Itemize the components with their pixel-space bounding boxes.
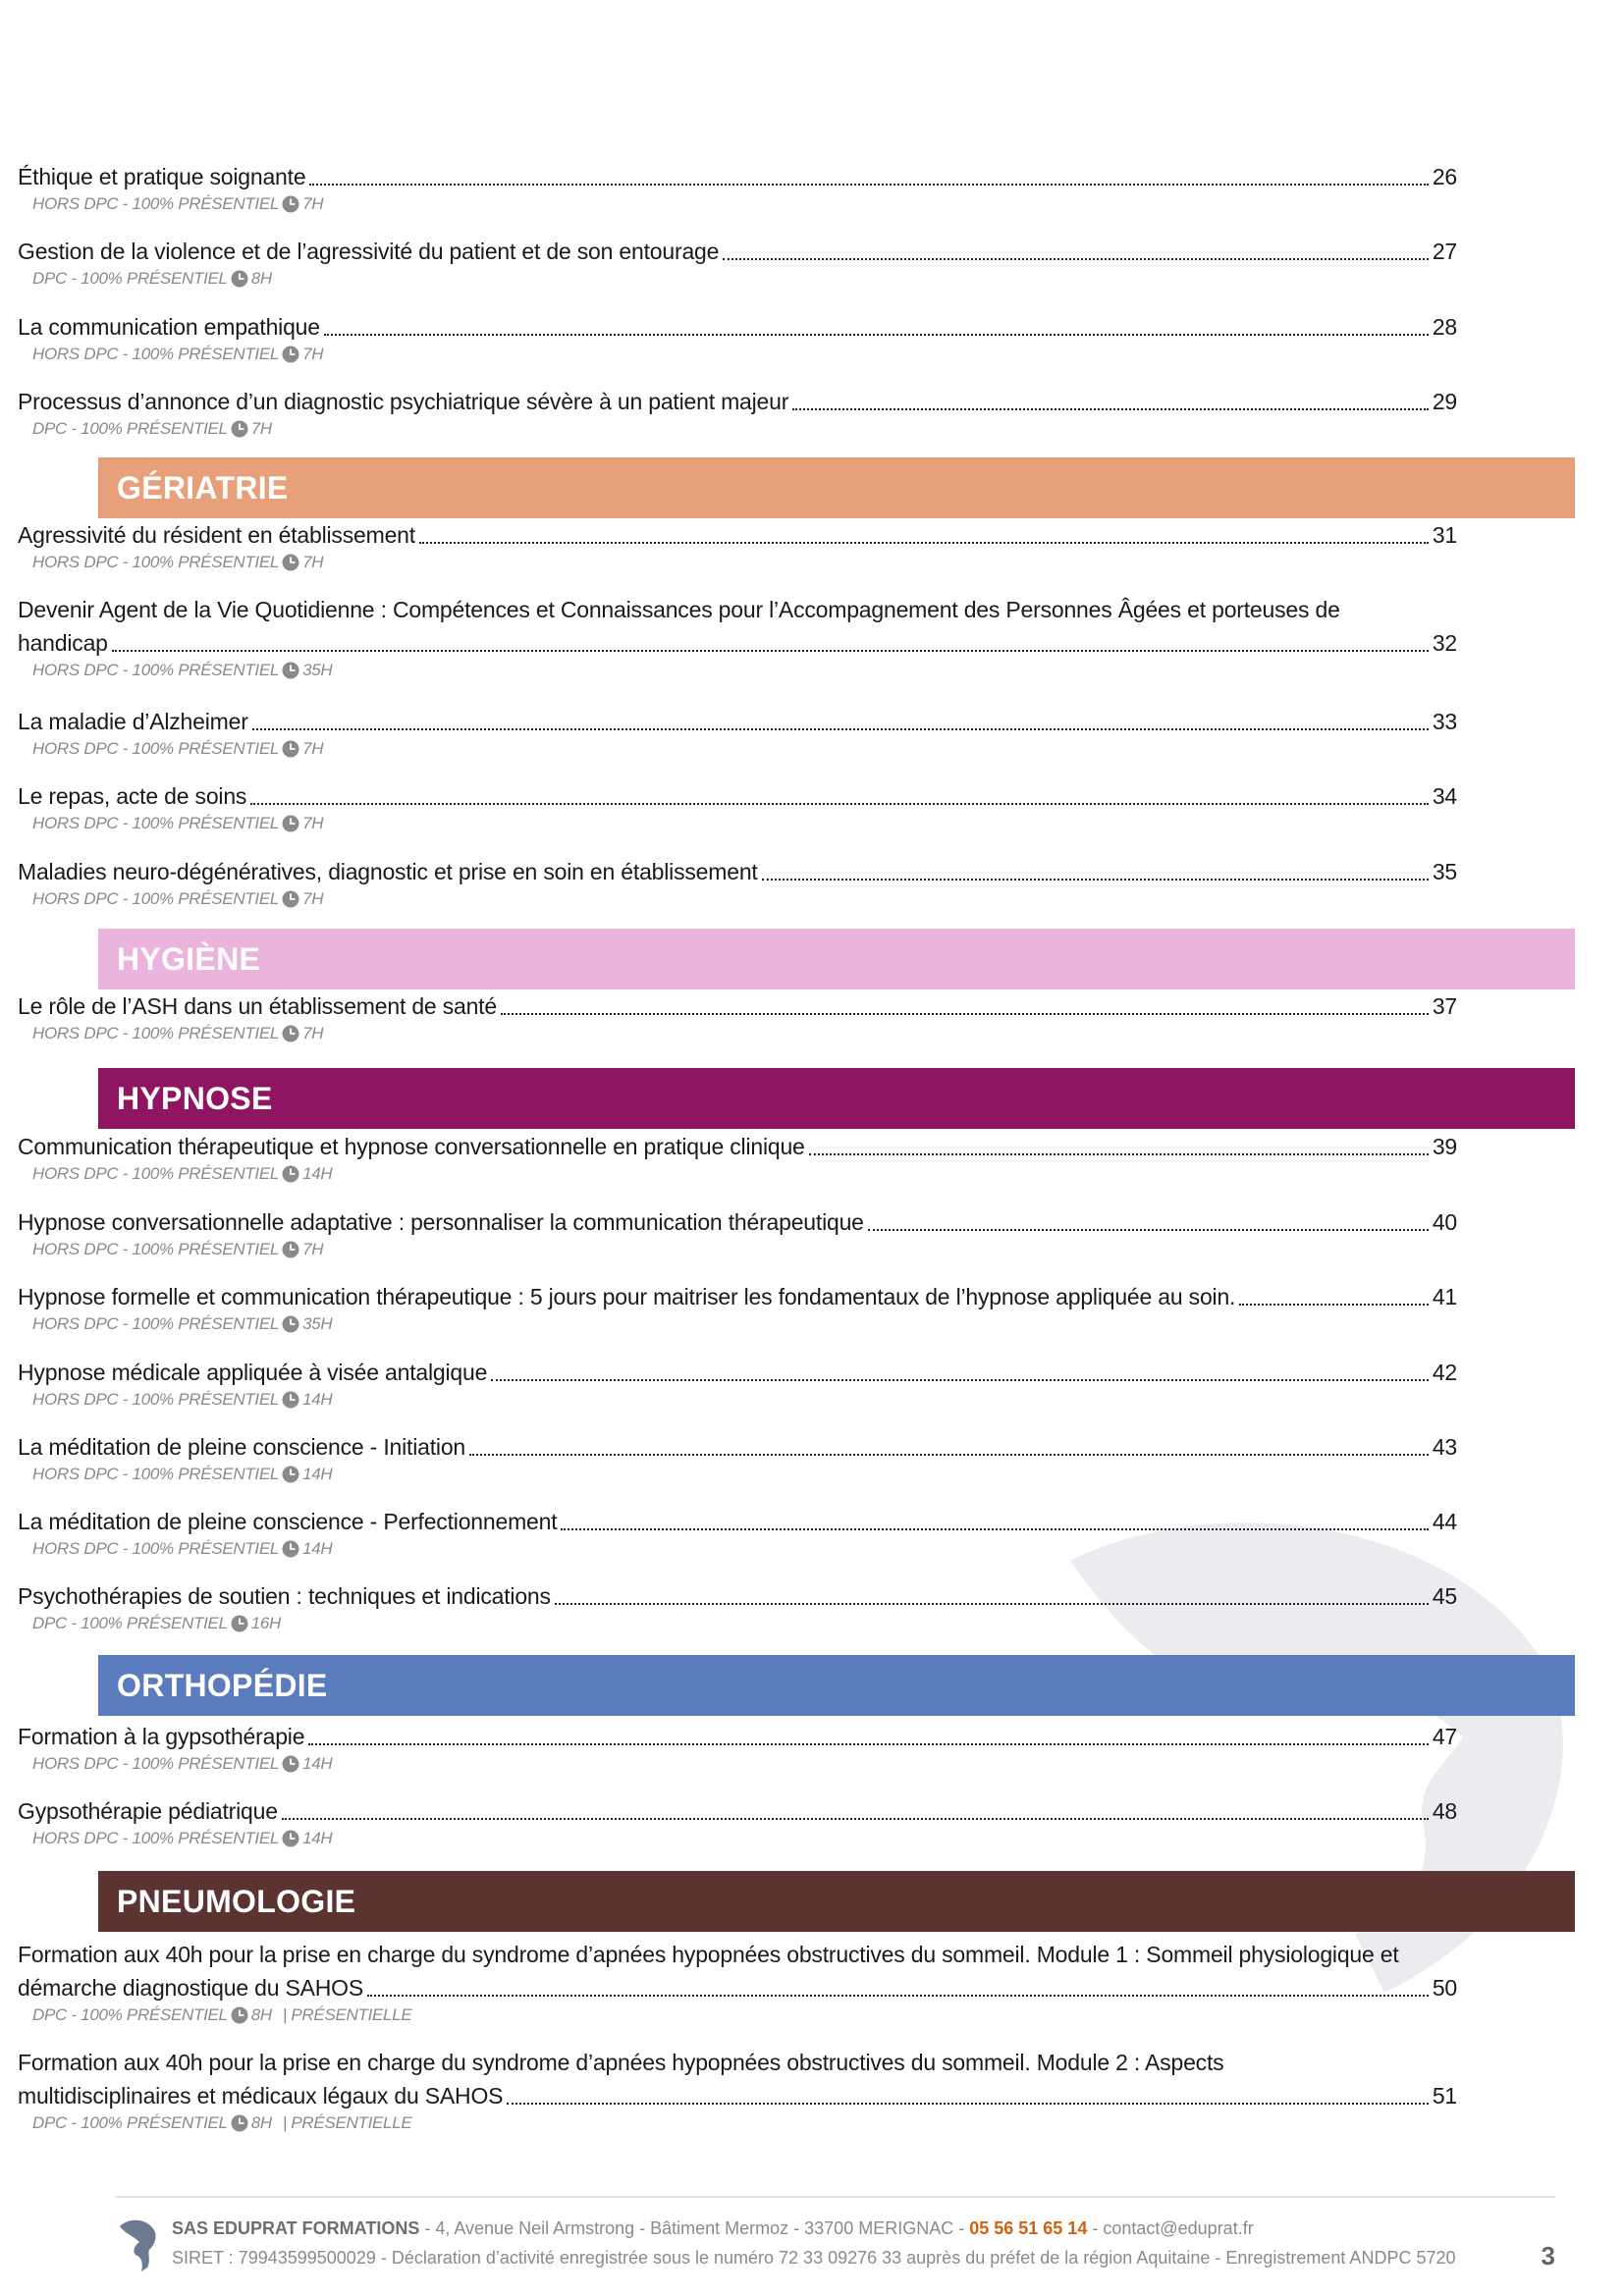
- toc-entry-title: Éthique et pratique soignante: [18, 164, 306, 189]
- toc-entry[interactable]: [18, 1280, 1457, 1335]
- toc-entry-title: Processus d’annonce d’un diagnostic psychiatrique sévère à un patient majeur: [18, 389, 789, 414]
- toc-entry[interactable]: [18, 1938, 1457, 2026]
- meta-format: HORS DPC - 100% PRÉSENTIEL: [32, 194, 280, 213]
- meta-format: HORS DPC - 100% PRÉSENTIEL: [32, 1240, 280, 1258]
- toc-entry-meta: [32, 1613, 1457, 1634]
- toc-entry-line: [18, 235, 1457, 268]
- toc-entry-meta: [32, 418, 1457, 440]
- meta-duration: 7H: [302, 889, 324, 908]
- meta-format: HORS DPC - 100% PRÉSENTIEL: [32, 1539, 280, 1558]
- toc-entry-line: [18, 705, 1457, 738]
- clock-icon: [282, 740, 299, 758]
- footer-line-1: [172, 2214, 1456, 2243]
- meta-format: HORS DPC - 100% PRÉSENTIEL: [32, 1024, 280, 1042]
- toc-entry-page: 41: [1432, 1284, 1457, 1309]
- toc-entry[interactable]: [18, 1430, 1457, 1485]
- toc-entry[interactable]: [18, 855, 1457, 910]
- toc-entry-title: Hypnose formelle et communication thérapeutique : 5 jours pour maitriser les fondamentaux de l’hypnose appliquée au soin.: [18, 1284, 1236, 1309]
- toc-entry-title-line1: Formation aux 40h pour la prise en charge du syndrome d’apnées hypopnées obstructives du sommeil. Module 2 : Aspects: [18, 2050, 1224, 2075]
- toc-entry-line: [18, 1794, 1457, 1828]
- meta-duration: 7H: [302, 1240, 324, 1258]
- toc-entry-line: [18, 1205, 1457, 1239]
- clock-icon: [282, 1540, 299, 1558]
- toc-entry-meta: [32, 660, 1457, 681]
- toc-entry-title: Hypnose conversationnelle adaptative : personnaliser la communication thérapeutique: [18, 1209, 864, 1235]
- toc-entry-line: [18, 160, 1457, 193]
- meta-format: HORS DPC - 100% PRÉSENTIEL: [32, 1829, 280, 1847]
- eduprat-logo-icon: [116, 2216, 157, 2273]
- clock-icon: [282, 815, 299, 832]
- meta-format: HORS DPC - 100% PRÉSENTIEL: [32, 1754, 280, 1773]
- footer-divider: [116, 2196, 1555, 2198]
- dot-leader: [501, 1013, 1429, 1015]
- toc-entry-line: [18, 1505, 1457, 1538]
- toc-entry-line: [18, 1971, 1457, 2004]
- meta-duration: 7H: [302, 814, 324, 832]
- toc-entry-line: [18, 1720, 1457, 1753]
- toc-entry-page: 51: [1432, 2083, 1457, 2109]
- toc-entry[interactable]: [18, 1505, 1457, 1560]
- toc-entry-page: 34: [1432, 783, 1457, 809]
- toc-entry-meta: [32, 1023, 1457, 1044]
- meta-duration: 7H: [302, 739, 324, 758]
- toc-entry-page: 33: [1432, 709, 1457, 734]
- meta-format: DPC - 100% PRÉSENTIEL: [32, 269, 228, 288]
- toc-entry-line: [18, 1356, 1457, 1389]
- toc-entry-meta: [32, 1163, 1457, 1185]
- dot-leader: [324, 334, 1429, 336]
- toc-entry-meta: [32, 344, 1457, 365]
- clock-icon: [282, 1025, 299, 1042]
- toc-entry[interactable]: [18, 1720, 1457, 1775]
- toc-entry-page: 45: [1432, 1583, 1457, 1609]
- clock-icon: [282, 1315, 299, 1333]
- dot-leader: [309, 184, 1428, 186]
- footer-phone[interactable]: 05 56 51 65 14: [969, 2218, 1088, 2238]
- toc-entry-meta: [32, 738, 1457, 760]
- footer-siret: SIRET : 79943599500029 - Déclaration d’activité enregistrée sous le numéro 72 33 09276 33 auprès du préfet de la région Aquitaine - Enregistrement ANDPC 5720: [172, 2248, 1456, 2268]
- toc-entry-meta: [32, 268, 1457, 290]
- toc-entry[interactable]: [18, 1205, 1457, 1260]
- toc-entry-title: Psychothérapies de soutien : techniques et indications: [18, 1583, 551, 1609]
- footer: [172, 2214, 1456, 2272]
- meta-duration: 14H: [302, 1465, 333, 1483]
- meta-duration: 14H: [302, 1829, 333, 1847]
- meta-duration: 7H: [302, 345, 324, 363]
- toc-entry-title: Hypnose médicale appliquée à visée antalgique: [18, 1360, 488, 1385]
- toc-entry-title: Gypsothérapie pédiatrique: [18, 1798, 278, 1824]
- toc-entry-meta: [32, 1828, 1457, 1849]
- toc-entry-title: Gestion de la violence et de l’agressivité du patient et de son entourage: [18, 239, 720, 264]
- meta-format: DPC - 100% PRÉSENTIEL: [32, 1614, 228, 1632]
- toc-entry-title-line1: Formation aux 40h pour la prise en charge du syndrome d’apnées hypopnées obstructives du sommeil. Module 1 : Sommeil physiologique et: [18, 1942, 1399, 1967]
- toc-entry-line: [18, 779, 1457, 813]
- toc-entry-line: [18, 1579, 1457, 1613]
- clock-icon: [282, 890, 299, 908]
- clock-icon: [231, 1615, 248, 1632]
- section-header-2: HYGIÈNE: [98, 929, 1575, 989]
- toc-entry-page: 40: [1432, 1209, 1457, 1235]
- clock-icon: [282, 1466, 299, 1483]
- toc-entry-title: Agressivité du résident en établissement: [18, 522, 415, 548]
- toc-entry-page: 31: [1432, 522, 1457, 548]
- toc-entry-page: 35: [1432, 859, 1457, 884]
- dot-leader: [555, 1603, 1429, 1605]
- clock-icon: [282, 1391, 299, 1409]
- toc-entry-meta: [32, 1313, 1457, 1335]
- toc-entry-line: [18, 626, 1457, 660]
- clock-icon: [282, 1241, 299, 1258]
- toc-entry-meta: [32, 1753, 1457, 1775]
- clock-icon: [282, 662, 299, 679]
- toc-entry-line: [18, 2079, 1457, 2112]
- dot-leader: [507, 2103, 1429, 2105]
- dot-leader: [367, 1995, 1429, 1997]
- section-header-1: GÉRIATRIE: [98, 457, 1575, 518]
- dot-leader: [1239, 1304, 1429, 1306]
- toc-entry-page: 42: [1432, 1360, 1457, 1385]
- meta-format: DPC - 100% PRÉSENTIEL: [32, 2005, 228, 2024]
- toc-entry-page: 39: [1432, 1134, 1457, 1159]
- dot-leader: [252, 728, 1429, 730]
- dot-leader: [282, 1818, 1429, 1820]
- meta-format: HORS DPC - 100% PRÉSENTIEL: [32, 1465, 280, 1483]
- meta-extra: | PRÉSENTIELLE: [282, 2113, 412, 2132]
- dot-leader: [112, 650, 1429, 652]
- clock-icon: [231, 2006, 248, 2024]
- toc-entry-page: 26: [1432, 164, 1457, 189]
- toc-entry-title: La méditation de pleine conscience - Initiation: [18, 1434, 466, 1460]
- dot-leader: [809, 1153, 1429, 1155]
- toc-entry[interactable]: [18, 1579, 1457, 1634]
- toc-entry[interactable]: [18, 705, 1457, 760]
- toc-entry-page: 32: [1432, 630, 1457, 656]
- toc-entry-title: multidisciplinaires et médicaux légaux du SAHOS: [18, 2083, 504, 2109]
- toc-entry-line: [18, 310, 1457, 344]
- clock-icon: [282, 554, 299, 571]
- dot-leader: [561, 1528, 1428, 1530]
- toc-entry-line: [18, 1430, 1457, 1464]
- meta-duration: 7H: [302, 1024, 324, 1042]
- toc-entry-meta: [32, 1389, 1457, 1411]
- toc-entry-page: 37: [1432, 993, 1457, 1019]
- dot-leader: [250, 803, 1429, 805]
- toc-entry-line: [18, 518, 1457, 552]
- toc-entry[interactable]: [18, 1356, 1457, 1411]
- clock-icon: [282, 346, 299, 363]
- toc-entry-page: 43: [1432, 1434, 1457, 1460]
- clock-icon: [282, 1165, 299, 1183]
- meta-format: HORS DPC - 100% PRÉSENTIEL: [32, 1390, 280, 1409]
- meta-duration: 7H: [250, 419, 272, 438]
- meta-format: DPC - 100% PRÉSENTIEL: [32, 419, 228, 438]
- toc-entry[interactable]: [18, 1794, 1457, 1849]
- toc-entry-title: Le rôle de l’ASH dans un établissement de santé: [18, 993, 497, 1019]
- toc-entry-line: [18, 385, 1457, 418]
- toc-entry-title: La méditation de pleine conscience - Perfectionnement: [18, 1509, 558, 1534]
- dot-leader: [723, 258, 1429, 260]
- toc-entry-page: 28: [1432, 314, 1457, 340]
- clock-icon: [282, 1755, 299, 1773]
- meta-duration: 14H: [302, 1754, 333, 1773]
- dot-leader: [469, 1454, 1429, 1456]
- toc-entry-page: 27: [1432, 239, 1457, 264]
- toc-entry[interactable]: [18, 518, 1457, 573]
- section-header-3: HYPNOSE: [98, 1068, 1575, 1129]
- meta-format: HORS DPC - 100% PRÉSENTIEL: [32, 1164, 280, 1183]
- clock-icon: [282, 1830, 299, 1847]
- toc-entry-meta: [32, 193, 1457, 215]
- toc-entry[interactable]: [18, 160, 1457, 215]
- clock-icon: [231, 420, 248, 438]
- clock-icon: [231, 270, 248, 288]
- toc-entry-meta: [32, 1538, 1457, 1560]
- meta-duration: 7H: [302, 194, 324, 213]
- meta-duration: 8H: [250, 269, 272, 288]
- page-number: 3: [1541, 2241, 1555, 2270]
- toc-entry-meta: [32, 1239, 1457, 1260]
- toc-entry-page: 48: [1432, 1798, 1457, 1824]
- toc-entry-line: [18, 1130, 1457, 1163]
- meta-extra: | PRÉSENTIELLE: [282, 2005, 412, 2024]
- dot-leader: [792, 408, 1429, 410]
- toc-entry-title: handicap: [18, 630, 108, 656]
- toc-entry-page: 50: [1432, 1975, 1457, 2001]
- toc-entry-title: démarche diagnostique du SAHOS: [18, 1975, 363, 2001]
- toc-entry-title: Formation à la gypsothérapie: [18, 1724, 305, 1749]
- clock-icon: [282, 195, 299, 213]
- meta-duration: 8H: [250, 2005, 272, 2024]
- dot-leader: [419, 542, 1429, 544]
- clock-icon: [231, 2114, 248, 2132]
- dot-leader: [868, 1229, 1429, 1231]
- meta-duration: 35H: [302, 661, 333, 679]
- meta-format: HORS DPC - 100% PRÉSENTIEL: [32, 1314, 280, 1333]
- toc-entry-page: 44: [1432, 1509, 1457, 1534]
- toc-entry-title: Le repas, acte de soins: [18, 783, 247, 809]
- toc-entry-title: La maladie d’Alzheimer: [18, 709, 248, 734]
- footer-address: - 4, Avenue Neil Armstrong - Bâtiment Mermoz - 33700 MERIGNAC -: [419, 2218, 970, 2238]
- toc-entry[interactable]: [18, 310, 1457, 365]
- toc-entry[interactable]: [18, 779, 1457, 834]
- toc-entry-page: 29: [1432, 389, 1457, 414]
- toc-entry-meta: [32, 2004, 1457, 2026]
- meta-format: HORS DPC - 100% PRÉSENTIEL: [32, 345, 280, 363]
- toc-entry[interactable]: [18, 989, 1457, 1044]
- dot-leader: [308, 1743, 1429, 1745]
- section-header-4: ORTHOPÉDIE: [98, 1655, 1575, 1716]
- meta-duration: 14H: [302, 1390, 333, 1409]
- toc-entry-meta: [32, 2112, 1457, 2134]
- dot-leader: [491, 1379, 1429, 1381]
- toc-entry[interactable]: [18, 593, 1457, 681]
- meta-duration: 35H: [302, 1314, 333, 1333]
- toc-entry-meta: [32, 888, 1457, 910]
- dot-leader: [762, 879, 1429, 881]
- meta-format: HORS DPC - 100% PRÉSENTIEL: [32, 661, 280, 679]
- meta-duration: 14H: [302, 1539, 333, 1558]
- meta-format: HORS DPC - 100% PRÉSENTIEL: [32, 553, 280, 571]
- toc-entry[interactable]: [18, 2046, 1457, 2134]
- toc-entry-line: [18, 989, 1457, 1023]
- meta-duration: 7H: [302, 553, 324, 571]
- toc-entry-meta: [32, 552, 1457, 573]
- toc-entry-line: [18, 1280, 1457, 1313]
- toc-entry-meta: [32, 813, 1457, 834]
- meta-duration: 14H: [302, 1164, 333, 1183]
- toc-entry-line: [18, 855, 1457, 888]
- meta-duration: 8H: [250, 2113, 272, 2132]
- toc-entry[interactable]: [18, 235, 1457, 290]
- meta-format: DPC - 100% PRÉSENTIEL: [32, 2113, 228, 2132]
- toc-entry[interactable]: [18, 1130, 1457, 1185]
- section-header-5: PNEUMOLOGIE: [98, 1871, 1575, 1932]
- footer-email[interactable]: - contact@eduprat.fr: [1087, 2218, 1254, 2238]
- toc-entry-title: Maladies neuro-dégénératives, diagnostic et prise en soin en établissement: [18, 859, 758, 884]
- toc-entry-title-line1: Devenir Agent de la Vie Quotidienne : Compétences et Connaissances pour l’Accompagnement des Personnes Âgées et porteuses de: [18, 597, 1340, 622]
- meta-format: HORS DPC - 100% PRÉSENTIEL: [32, 889, 280, 908]
- meta-format: HORS DPC - 100% PRÉSENTIEL: [32, 814, 280, 832]
- toc-entry-page: 47: [1432, 1724, 1457, 1749]
- toc-entry-title: Communication thérapeutique et hypnose conversationnelle en pratique clinique: [18, 1134, 805, 1159]
- meta-format: HORS DPC - 100% PRÉSENTIEL: [32, 739, 280, 758]
- meta-duration: 16H: [250, 1614, 282, 1632]
- toc-entry-meta: [32, 1464, 1457, 1485]
- footer-company: SAS EDUPRAT FORMATIONS: [172, 2218, 420, 2238]
- toc-entry[interactable]: [18, 385, 1457, 440]
- toc-entry-title: La communication empathique: [18, 314, 320, 340]
